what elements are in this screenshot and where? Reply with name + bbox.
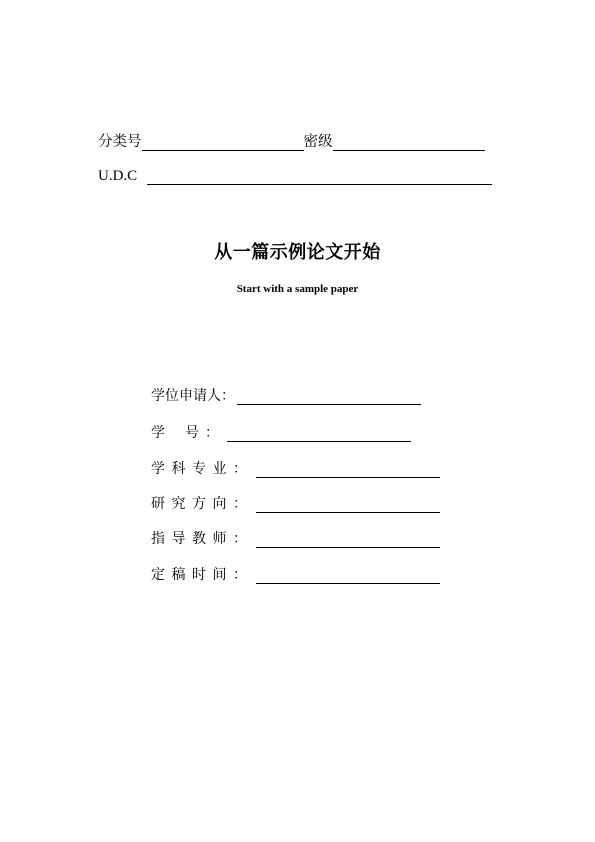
supervisor-label: 指导教师： [151, 531, 254, 547]
field-supervisor [151, 530, 440, 548]
field-major [151, 460, 440, 478]
research-direction-blank[interactable] [256, 498, 440, 513]
udc-blank[interactable] [147, 170, 492, 185]
applicant-label: 学位申请人： [151, 388, 235, 404]
classification-blank[interactable] [142, 136, 304, 151]
major-blank[interactable] [256, 463, 440, 478]
research-direction-label: 研究方向： [151, 496, 254, 512]
udc-label: U.D.C [98, 168, 138, 184]
title-chinese: 从一篇示例论文开始 [214, 242, 381, 263]
student-id-blank[interactable] [227, 427, 411, 442]
classification-label: 分类号 [98, 134, 142, 150]
student-id-label-a: 学 [151, 425, 165, 441]
date-label: 定稿时间： [151, 567, 254, 583]
student-id-label-b: 号： [185, 425, 225, 441]
classification-row [98, 133, 485, 151]
security-blank[interactable] [333, 136, 485, 151]
security-label: 密级 [303, 134, 333, 150]
field-date [151, 566, 440, 584]
field-research-direction [151, 495, 440, 513]
major-label: 学科专业： [151, 461, 254, 477]
supervisor-blank[interactable] [256, 533, 440, 548]
field-applicant [151, 387, 421, 405]
field-student-id [151, 424, 411, 442]
applicant-blank[interactable] [237, 390, 421, 405]
title-english: Start with a sample paper [236, 283, 359, 295]
date-blank[interactable] [256, 569, 440, 584]
udc-row [98, 167, 492, 185]
